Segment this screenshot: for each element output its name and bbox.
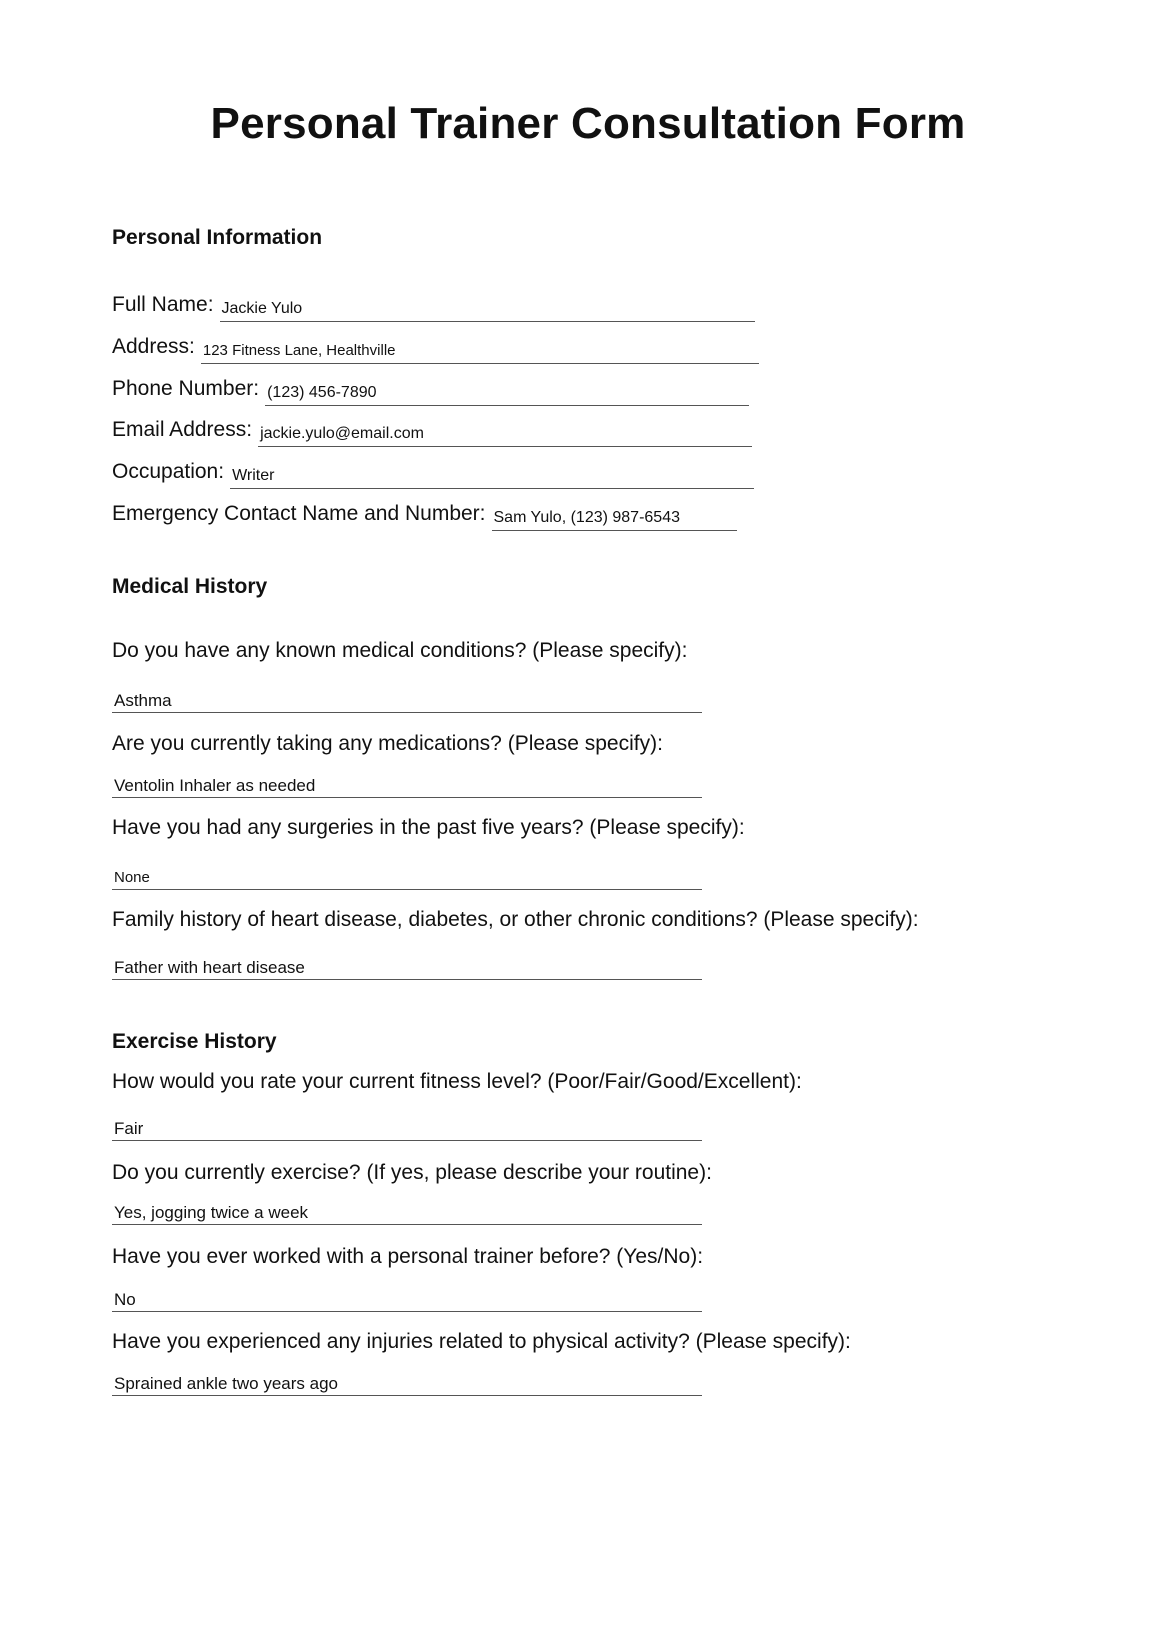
medical-conditions-answer: Asthma — [114, 691, 172, 710]
current-exercise-question: Do you currently exercise? (If yes, please describe your routine): — [112, 1161, 712, 1184]
occupation-field[interactable] — [230, 458, 754, 489]
family-history-question: Family history of heart disease, diabetes, or other chronic conditions? (Please specify): — [112, 908, 919, 931]
medical-conditions-question: Do you have any known medical conditions? (Please specify): — [112, 639, 688, 662]
phone-number-label: Phone Number: — [112, 377, 260, 400]
phone-number-value: (123) 456-7890 — [267, 384, 377, 401]
email-address-field[interactable] — [258, 416, 752, 447]
phone-number-row — [112, 372, 749, 406]
emergency-contact-row — [112, 497, 737, 531]
personal-trainer-field[interactable] — [112, 1285, 702, 1312]
full-name-label: Full Name: — [112, 293, 214, 316]
medications-field[interactable] — [112, 771, 702, 798]
full-name-row — [112, 288, 755, 322]
injuries-field[interactable] — [112, 1369, 702, 1396]
medical-conditions-field[interactable] — [112, 686, 702, 713]
address-value: 123 Fitness Lane, Healthville — [202, 342, 396, 359]
current-exercise-field[interactable] — [112, 1198, 702, 1225]
injuries-answer: Sprained ankle two years ago — [114, 1374, 338, 1393]
current-exercise-answer: Yes, jogging twice a week — [114, 1203, 309, 1222]
phone-number-field[interactable] — [265, 375, 749, 406]
family-history-answer: Father with heart disease — [114, 958, 305, 977]
occupation-label: Occupation: — [112, 460, 225, 483]
full-name-value: Jackie Yulo — [221, 300, 303, 317]
occupation-value: Writer — [232, 467, 275, 484]
surgeries-answer: None — [114, 869, 150, 886]
fitness-level-question: How would you rate your current fitness level? (Poor/Fair/Good/Excellent): — [112, 1070, 802, 1093]
fitness-level-field[interactable] — [112, 1114, 702, 1141]
full-name-field[interactable] — [220, 291, 755, 322]
surgeries-field[interactable] — [112, 863, 702, 890]
medications-question: Are you currently taking any medications? (Please specify): — [112, 732, 663, 755]
personal-trainer-question: Have you ever worked with a personal trainer before? (Yes/No): — [112, 1245, 704, 1268]
address-field[interactable] — [201, 333, 759, 364]
surgeries-question: Have you had any surgeries in the past five years? (Please specify): — [112, 816, 745, 839]
family-history-field[interactable] — [112, 953, 702, 980]
emergency-contact-value: Sam Yulo, (123) 987-6543 — [493, 509, 680, 526]
section-heading-medical-history: Medical History — [112, 575, 268, 598]
injuries-question: Have you experienced any injuries related to physical activity? (Please specify): — [112, 1330, 851, 1353]
address-row — [112, 330, 759, 364]
email-address-value: jackie.yulo@email.com — [260, 425, 424, 442]
medications-answer: Ventolin Inhaler as needed — [114, 776, 316, 795]
section-heading-exercise-history: Exercise History — [112, 1030, 277, 1053]
section-heading-personal-information: Personal Information — [112, 226, 323, 249]
email-address-row — [112, 413, 752, 447]
emergency-contact-field[interactable] — [492, 500, 737, 531]
email-address-label: Email Address: — [112, 418, 253, 441]
fitness-level-answer: Fair — [114, 1119, 144, 1138]
emergency-contact-label: Emergency Contact Name and Number: — [112, 502, 486, 525]
address-label: Address: — [112, 335, 195, 358]
page-title: Personal Trainer Consultation Form — [210, 99, 966, 148]
occupation-row — [112, 455, 754, 489]
personal-trainer-answer: No — [114, 1290, 136, 1309]
